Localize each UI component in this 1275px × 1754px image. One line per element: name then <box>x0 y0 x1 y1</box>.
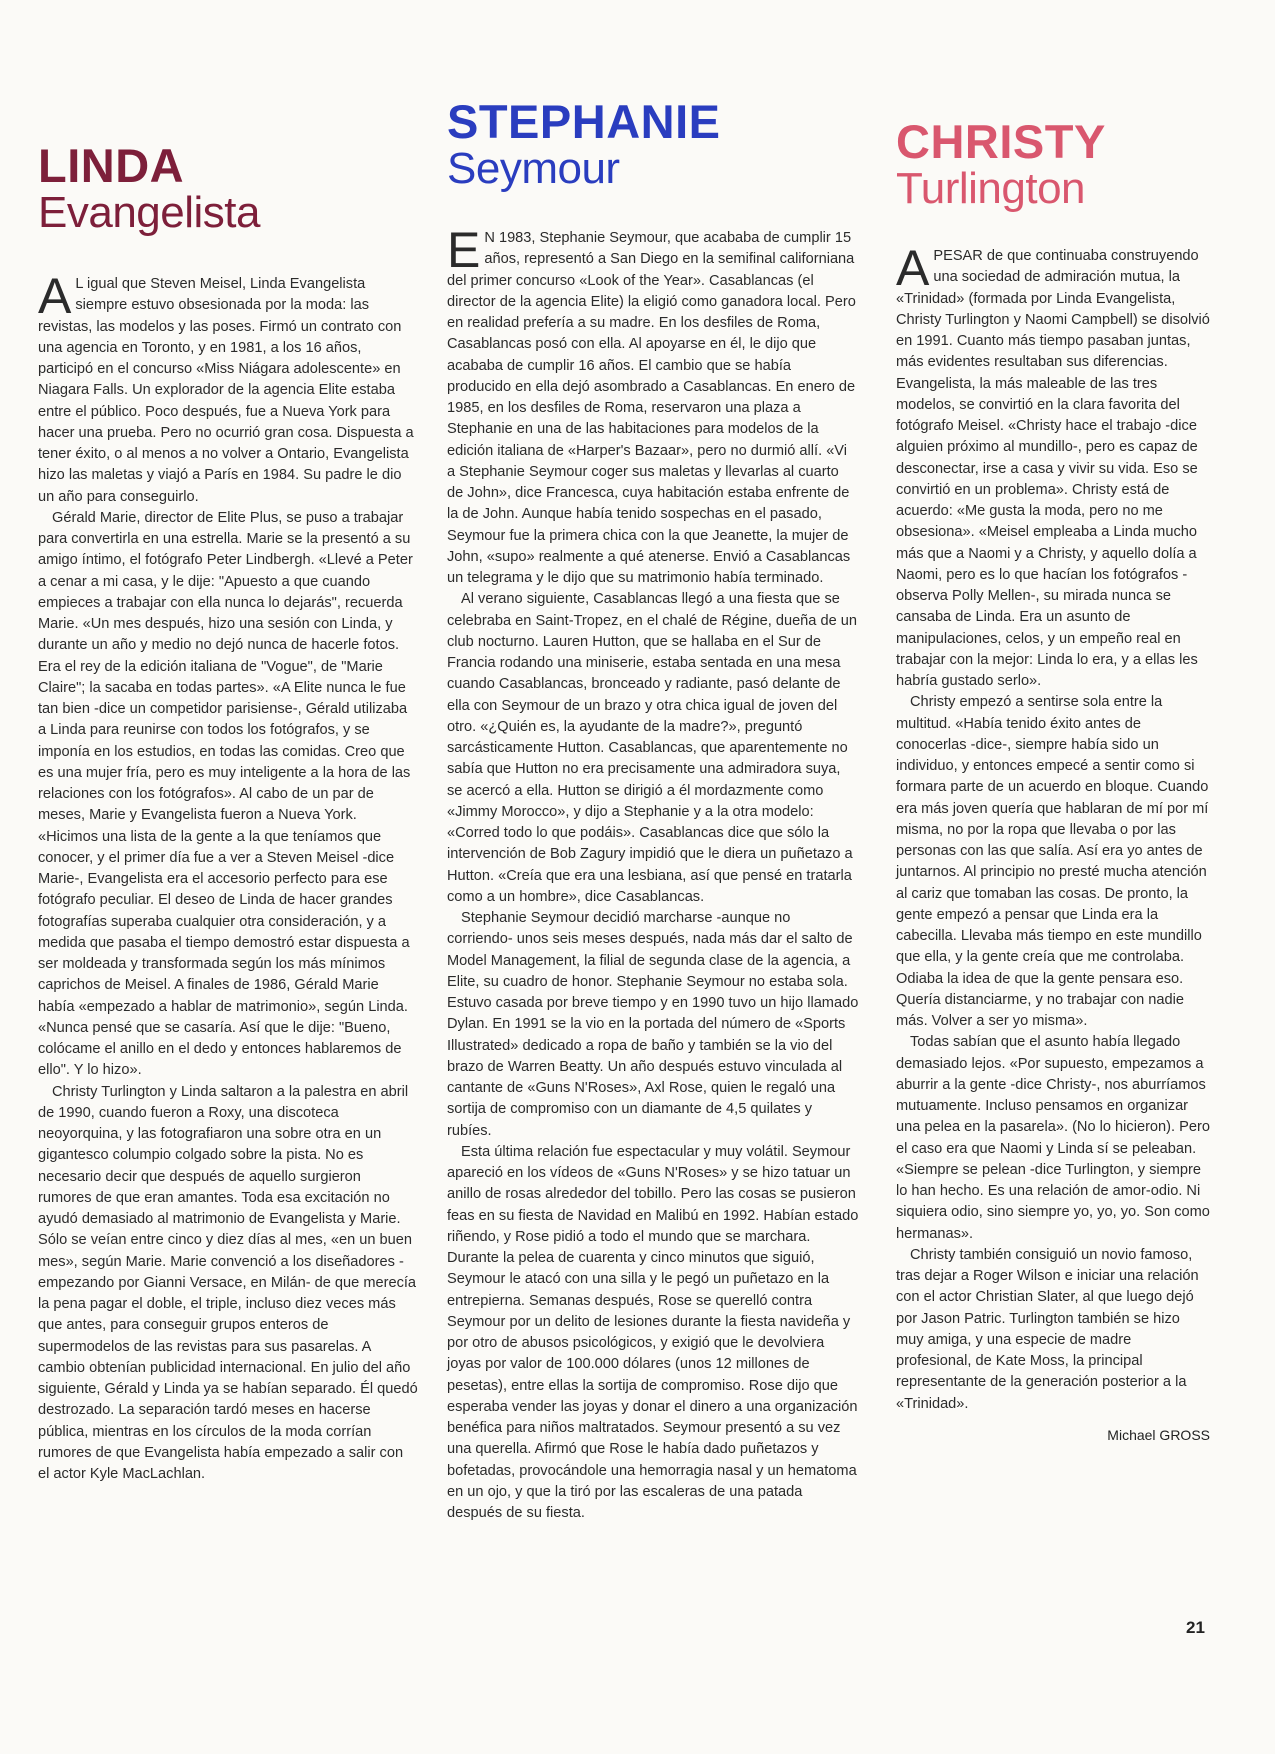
stephanie-article-body <box>447 222 859 1524</box>
christy-paragraph-1-text: PESAR de que continuaba construyendo una sociedad de admiración mutua, la «Trinidad» (formada por Linda Evangelista, Christy Turlington y Naomi Campbell) se disolvió en 1991. Cuanto más tiempo pasaban juntas, más evidentes resultaban sus diferencias. Evangelista, la más maleable de las tres modelos, se convirtió en la clara favorita del fotógrafo Meisel. «Christy hace el trabajo -dice alguien próximo al mundillo-, pero es capaz de desconectar, irse a casa y vivir su vida. Eso se convirtió en un problema». Christy está de acuerdo: «Me gusta la moda, pero no me obsesiona». «Meisel empleaba a Linda mucho más que a Naomi y a Christy, y aquello dolía a Naomi, pero es lo que hacían los fotógrafos -observa Polly Mellen-, su mirada nunca se cansaba de Linda. Era un asunto de manipulaciones, celos, y un empeño real en trabajar con la mejor: Linda lo era, y a ellas les habría gustado serlo». <box>896 248 1210 689</box>
stephanie-paragraph-2: Al verano siguiente, Casablancas llegó a una fiesta que se celebraba en Saint-Tropez, en el chalé de Régine, dueña de un club nocturno. Lauren Hutton, que se hallaba en el Sur de Francia rodando una miniserie, estaba sentada en una mesa cuando Casablancas, bronceado y radiante, pasó delante de ella con Seymour de un brazo y otra chica igual de joven del otro. «¿Quién es, la ayudante de la madre?», preguntó sarcásticamente Hutton. Casablancas, que aparentemente no sabía que Hutton no era precisamente una admiradora suya, se acercó a ella. Hutton se dirigió a él mordazmente como «Jimmy Morocco», y dijo a Stephanie y a la otra modelo: «Corred todo lo que podáis». Casablancas dice que sólo la intervención de Bob Zagury impidió que le diera un puñetazo a Hutton. «Creía que era una lesbiana, así que pensé en tratarla como a un hombre», dice Casablancas. <box>447 591 857 905</box>
stephanie-first-name: STEPHANIE <box>447 95 721 148</box>
linda-first-name: LINDA <box>38 139 185 192</box>
christy-paragraph-4: Christy también consiguió un novio famoso, tras dejar a Roger Wilson e iniciar una relación con el actor Christian Slater, al que luego dejó por Jason Patric. Turlington también se hizo muy amiga, y una especie de madre profesional, de Kate Moss, la principal representante de la generación posterior a la «Trinidad». <box>896 1246 1199 1412</box>
linda-last-name: Evangelista <box>38 188 260 237</box>
christy-article-body <box>896 240 1210 1415</box>
column-christy <box>896 115 1210 1443</box>
linda-heading <box>38 139 418 237</box>
linda-paragraph-3: Christy Turlington y Linda saltaron a la palestra en abril de 1990, cuando fueron a Roxy, una discoteca neoyorquina, y las fotografiaron una sobre otra en un gigantesco columpio colgado sobre la pista. No es necesario decir que después de aquello surgieron rumores de que eran amantes. Toda esa excitación no ayudó demasiado al matrimonio de Evangelista y Marie. Sólo se veían entre cinco y diez días al mes, «en un buen mes», según Marie. Marie convenció a los diseñadores -empezando por Gianni Versace, en Milán- de que merecía la pena pagar el doble, el triple, incluso diez veces más que antes, para conseguir grupos enteros de supermodelos de las revistas para sus pasarelas. A cambio obtenían publicidad internacional. En julio del año siguiente, Gérald y Linda ya se habían separado. Él quedó destrozado. La separación tardó meses en hacerse pública, mientras en los círculos de la moda corrían rumores de que Evangelista había empezado a salir con el actor Kyle MacLachlan. <box>38 1083 418 1482</box>
linda-article-body <box>38 268 418 1485</box>
christy-dropcap: A <box>896 240 930 296</box>
christy-first-name: CHRISTY <box>896 115 1106 168</box>
linda-dropcap: A <box>38 268 72 324</box>
stephanie-dropcap: E <box>447 222 481 278</box>
column-linda <box>38 139 418 1485</box>
christy-paragraph-1 <box>896 240 1210 692</box>
stephanie-paragraph-4: Esta última relación fue espectacular y muy volátil. Seymour apareció en los vídeos de «Guns N'Roses» y se hizo tatuar un anillo de rosas alrededor del tobillo. Pero las cosas se pusieron feas en su fiesta de Navidad en Malibú en 1992. Habían estado riñendo, y Rose pidió a todo el mundo que se marchara. Durante la pelea de cuarenta y cinco minutos que siguió, Seymour le atacó con una silla y le pegó un puñetazo en la entrepierna. Semanas después, Rose se querelló contra Seymour por un delito de lesiones durante la fiesta navideña y por otro de abusos psicológicos, y exigió que le devolviera joyas por valor de 100.000 dólares (unos 12 millones de pesetas), entre ellas la sortija de compromiso. Rose dijo que esperaba vender las joyas y donar el dinero a una organización benéfica para niños maltratados. Seymour presentó a su vez una querella. Afirmó que Rose le había dado puñetazos y bofetadas, provocándole una hemorragia nasal y un hematoma en un ojo, y que la tiró por las escaleras de una patada después de su fiesta. <box>447 1143 859 1521</box>
stephanie-paragraph-3: Stephanie Seymour decidió marcharse -aunque no corriendo- unos seis meses después, nada más dar el salto de Model Management, la filial de segunda clase de la agencia, a Elite, su cuadro de honor. Stephanie Seymour no estaba sola. Estuvo casada por breve tiempo y en 1990 tuvo un hijo llamado Dylan. En 1991 se la vio en la portada del número de «Sports Illustrated» dedicado a ropa de baño y también se la vio del brazo de Warren Beatty. Un año después estuvo vinculada al cantante de «Guns N'Roses», Axl Rose, quien le regaló una sortija de compromiso con un diamante de 4,5 quilates y rubíes. <box>447 910 859 1139</box>
christy-paragraph-3: Todas sabían que el asunto había llegado demasiado lejos. «Por supuesto, empezamos a aburrir a la gente -dice Christy-, nos aburríamos mutuamente. Incluso pensamos en organizar una pelea en la pasarela». (No lo hicieron). Pero el caso era que Naomi y Linda sí se peleaban. «Siempre se pelean -dice Turlington, y siempre lo han hecho. Es una relación de amor-odio. Ni siquiera odio, sino siempre yo, yo, yo. Son como hermanas». <box>896 1034 1210 1242</box>
linda-paragraph-2: Gérald Marie, director de Elite Plus, se puso a trabajar para convertirla en una estrella. Marie se la presentó a su amigo íntimo, el fotógrafo Peter Lindbergh. «Llevé a Peter a cenar a mi casa, y le dije: "Apuesto a que cuando empieces a trabajar con ella nunca lo dejarás", recuerda Marie. «Un mes después, hizo una sesión con Linda, y durante un año y medio no dejó nunca de hacerle fotos. Era el rey de la edición italiana de "Vogue", de "Marie Claire"; la sacaba en todas partes». «A Elite nunca le fue tan bien -dice un competidor parisiense-, Gérald utilizaba a Linda para reunirse con todos los fotógrafos, y se imponía en los estudios, en todas las comidas. Creo que es una mujer fría, pero es muy inteligente a la hora de las relaciones con los fotógrafos». Al cabo de un par de meses, Marie y Evangelista fueron a Nueva York. «Hicimos una lista de la gente a la que teníamos que conocer, y el primer día fue a ver a Steven Meisel -dice Marie-, Evangelista era el accesorio perfecto para ese fotógrafo peculiar. El deseo de Linda de hacer grandes fotografías superaba cualquier otra consideración, y a medida que pasaba el tiempo demostró estar dispuesta a ser moldeada y transformada según los más mínimos caprichos de Meisel. A finales de 1986, Gérald Marie había «empezado a hablar de matrimonio», según Linda. «Nunca pensé que se casaría. Así que le dije: "Bueno, colócame el anillo en el dedo y entonces hablaremos de ello". Y lo hizo». <box>38 509 413 1079</box>
stephanie-paragraph-1-text: N 1983, Stephanie Seymour, que acababa de cumplir 15 años, representó a San Diego en la semifinal californiana del primer concurso «Look of the Year». Casablancas (el director de la agencia Elite) la eligió como ganadora local. Pero en realidad prefería a su madre. En los desfiles de Roma, Casablancas posó con ella. Al apoyarse en él, le dijo que acababa de cumplir 16 años. El cambio que se había producido en ella dejó asombrado a Casablancas. En enero de 1985, en los desfiles de Roma, reservaron una plaza a Stephanie en una de las habitaciones para modelos de la edición italiana de «Harper's Bazaar», pero no durmió allí. «Vi a Stephanie Seymour coger sus maletas y llevarlas al cuarto de John», dice Francesca, cuya habitación estaba enfrente de la de John. Aunque había tenido sospechas en el pasado, Seymour fue la primera chica con la que Jeanette, la mujer de John, «supo» realmente a qué atenerse. Envió a Casablancas un telegrama y le dijo que su matrimonio había terminado. <box>447 230 856 586</box>
christy-heading <box>896 115 1210 213</box>
christy-paragraph-2: Christy empezó a sentirse sola entre la multitud. «Había tenido éxito antes de conocerlas -dice-, siempre había sido un individuo, y entonces empecé a sentir como si formara parte de un acuerdo en bloque. Cuando era más joven quería que hablaran de mí por mí misma, no por la ropa que llevaba o por las personas con las que salía. Así era yo antes de juntarnos. Al principio no presté mucha atención al cariz que tomaban las cosas. De pronto, la gente empezó a pensar que Linda era la cabecilla. Llevaba más tiempo en este mundillo que ella, y la gente creía que me controlaba. Odiaba la idea de que la gente pensara eso. Quería distanciarme, y no trabajar con nadie más. Volver a ser yo misma». <box>896 694 1209 1029</box>
stephanie-last-name: Seymour <box>447 144 620 193</box>
christy-last-name: Turlington <box>896 164 1086 213</box>
linda-paragraph-1 <box>38 268 418 508</box>
stephanie-paragraph-1 <box>447 222 859 589</box>
column-stephanie <box>447 95 859 1524</box>
page-number: 21 <box>1186 1618 1205 1637</box>
linda-paragraph-1-text: L igual que Steven Meisel, Linda Evangelista siempre estuvo obsesionada por la moda: las revistas, las modelos y las poses. Firmó un contrato con una agencia en Toronto, y en 1981, a los 16 años, participó en el concurso «Miss Niágara adolescente» en Niagara Falls. Un explorador de la agencia Elite estaba entre el público. Poco después, fue a Nueva York para hacer una prueba. Pero no ocurrió gran cosa. Dispuesta a tener éxito, o al menos a no volver a Ontario, Evangelista hizo las maletas y viajó a París en 1984. Su padre le dio un año para conseguirlo. <box>38 276 414 505</box>
author-signature: Michael GROSS <box>1107 1426 1210 1443</box>
stephanie-heading <box>447 95 859 193</box>
